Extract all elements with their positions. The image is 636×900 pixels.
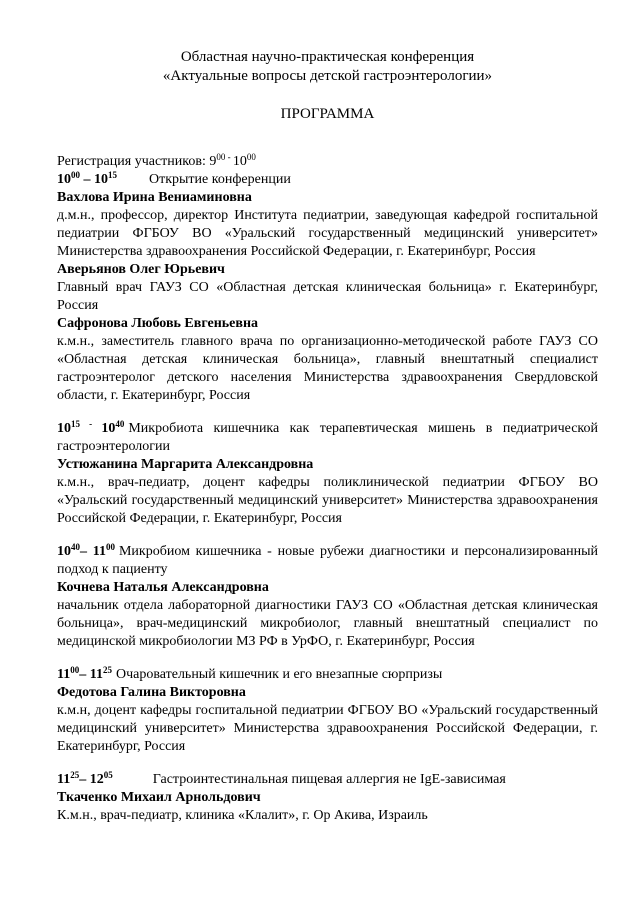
speaker-description: к.м.н, доцент кафедры госпитальной педиатрии ФГБОУ ВО «Уральский государственный медицинский университет» Министерства здравоохранения Российской Федерации, г. Екатеринбург, Россия xyxy=(57,703,598,754)
session-5-time-separator: – xyxy=(79,772,90,787)
registration-time-separator: - xyxy=(225,152,233,162)
session-2-time-separator: - xyxy=(80,419,102,429)
session-4-start-hour: 11 xyxy=(57,667,71,682)
speaker-name: Федотова Галина Викторовна xyxy=(57,685,246,700)
speaker-description: Главный врач ГАУЗ СО «Областная детская клиническая больница» г. Екатеринбург, Россия xyxy=(57,280,598,313)
session-5-end-hour: 12 xyxy=(89,772,104,787)
session-1-heading xyxy=(57,171,598,189)
session-3-end-minutes: 00 xyxy=(105,542,115,552)
program-heading: ПРОГРАММА xyxy=(280,106,375,122)
session-2-start-hour: 10 xyxy=(57,421,71,436)
conference-title-line-1: Областная научно-практическая конференция xyxy=(180,49,475,65)
speaker-description: к.м.н., заместитель главного врача по организационно-методической работе ГАУЗ СО «Областная детская клиническая больница», главный внештатный специалист гастроэнтеролог детского населения Министерства здравоохранения Свердловской области, г. Екатеринбург, Россия xyxy=(57,334,598,403)
speaker-name: Аверьянов Олег Юрьевич xyxy=(57,262,225,277)
speaker-name: Сафронова Любовь Евгеньевна xyxy=(57,316,259,331)
session-1-end-hour: 10 xyxy=(94,172,108,187)
session-3-end-hour: 11 xyxy=(92,544,106,559)
registration-start-minutes: 00 xyxy=(216,152,226,162)
session-4-title: Очаровательный кишечник и его внезапные сюрпризы xyxy=(115,667,443,682)
session-4-start-minutes: 00 xyxy=(70,665,80,675)
session-4-end-minutes: 25 xyxy=(102,665,112,675)
session-3-time xyxy=(57,544,115,559)
session-3 xyxy=(57,543,598,651)
speaker-description: К.м.н., врач-педиатр, клиника «Клалит», г. Ор Акива, Израиль xyxy=(57,808,428,823)
speaker-name: Вахлова Ирина Вениаминовна xyxy=(57,190,252,205)
session-5-start-hour: 11 xyxy=(57,772,71,787)
session-5-time xyxy=(57,772,113,787)
session-2-start-minutes: 15 xyxy=(71,419,80,429)
session-4 xyxy=(57,666,598,756)
session-3-time-separator: – xyxy=(80,544,93,559)
registration-line xyxy=(57,153,598,171)
speaker-description: начальник отдела лабораторной диагностики ГАУЗ СО «Областная детская клиническая больница», врач-медицинский микробиолог, главный внештатный специалист по медицинской микробиологии МЗ РФ в УрФО, г. Екатеринбург, Россия xyxy=(57,598,598,649)
speaker-description: к.м.н., врач-педиатр, доцент кафедры поликлинической педиатрии ФГБОУ ВО «Уральский государственный медицинский университет» Министерства здравоохранения Российской Федерации, г. Екатеринбург, Россия xyxy=(57,475,598,526)
session-4-time-separator: – xyxy=(79,667,90,682)
session-3-title: Микробиом кишечника - новые рубежи диагностики и персонализированный подход к пациенту xyxy=(57,544,598,577)
session-4-time xyxy=(57,667,112,682)
session-4-heading xyxy=(57,666,598,684)
session-2 xyxy=(57,420,598,528)
session-1-time xyxy=(57,172,117,187)
session-1 xyxy=(57,171,598,405)
conference-title-line-2: «Актуальные вопросы детской гастроэнтерологии» xyxy=(162,68,493,84)
session-2-time xyxy=(57,421,124,436)
session-2-title: Микробиота кишечника как терапевтическая мишень в педиатрической гастроэнтерологии xyxy=(57,421,598,454)
session-3-start-minutes: 40 xyxy=(71,542,80,552)
speaker-description: д.м.н., профессор, директор Института педиатрии, заведующая кафедрой госпитальной педиатрии ФГБОУ ВО «Уральский государственный медицинский университет» Министерства здравоохранения Российской Федерации, г. Екатеринбург, Россия xyxy=(57,208,598,259)
session-1-start-hour: 10 xyxy=(57,172,71,187)
session-2-heading xyxy=(57,420,598,456)
session-3-heading xyxy=(57,543,598,579)
speaker-name: Ткаченко Михаил Арнольдович xyxy=(57,790,261,805)
session-5-start-minutes: 25 xyxy=(70,770,80,780)
session-1-start-minutes: 00 xyxy=(71,170,80,180)
speaker-name: Кочнева Наталья Александровна xyxy=(57,580,269,595)
session-5-end-minutes: 05 xyxy=(103,770,113,780)
session-5-title: Гастроинтестинальная пищевая аллергия не IgE-зависимая xyxy=(152,772,506,787)
registration-start-hour: 9 xyxy=(209,154,217,169)
session-1-end-minutes: 15 xyxy=(108,170,117,180)
registration-label: Регистрация участников: xyxy=(57,154,210,169)
session-4-end-hour: 11 xyxy=(89,667,103,682)
session-2-end-hour: 10 xyxy=(101,421,116,436)
session-1-title: Открытие конференции xyxy=(149,172,291,187)
speaker-name: Устюжанина Маргарита Александровна xyxy=(57,457,314,472)
registration-end-minutes: 00 xyxy=(246,152,256,162)
registration-end-hour: 10 xyxy=(232,154,247,169)
session-2-end-minutes: 40 xyxy=(115,419,125,429)
session-5-heading xyxy=(57,771,598,789)
session-5 xyxy=(57,771,598,825)
session-3-start-hour: 10 xyxy=(57,544,71,559)
session-1-time-separator: – xyxy=(80,172,94,187)
